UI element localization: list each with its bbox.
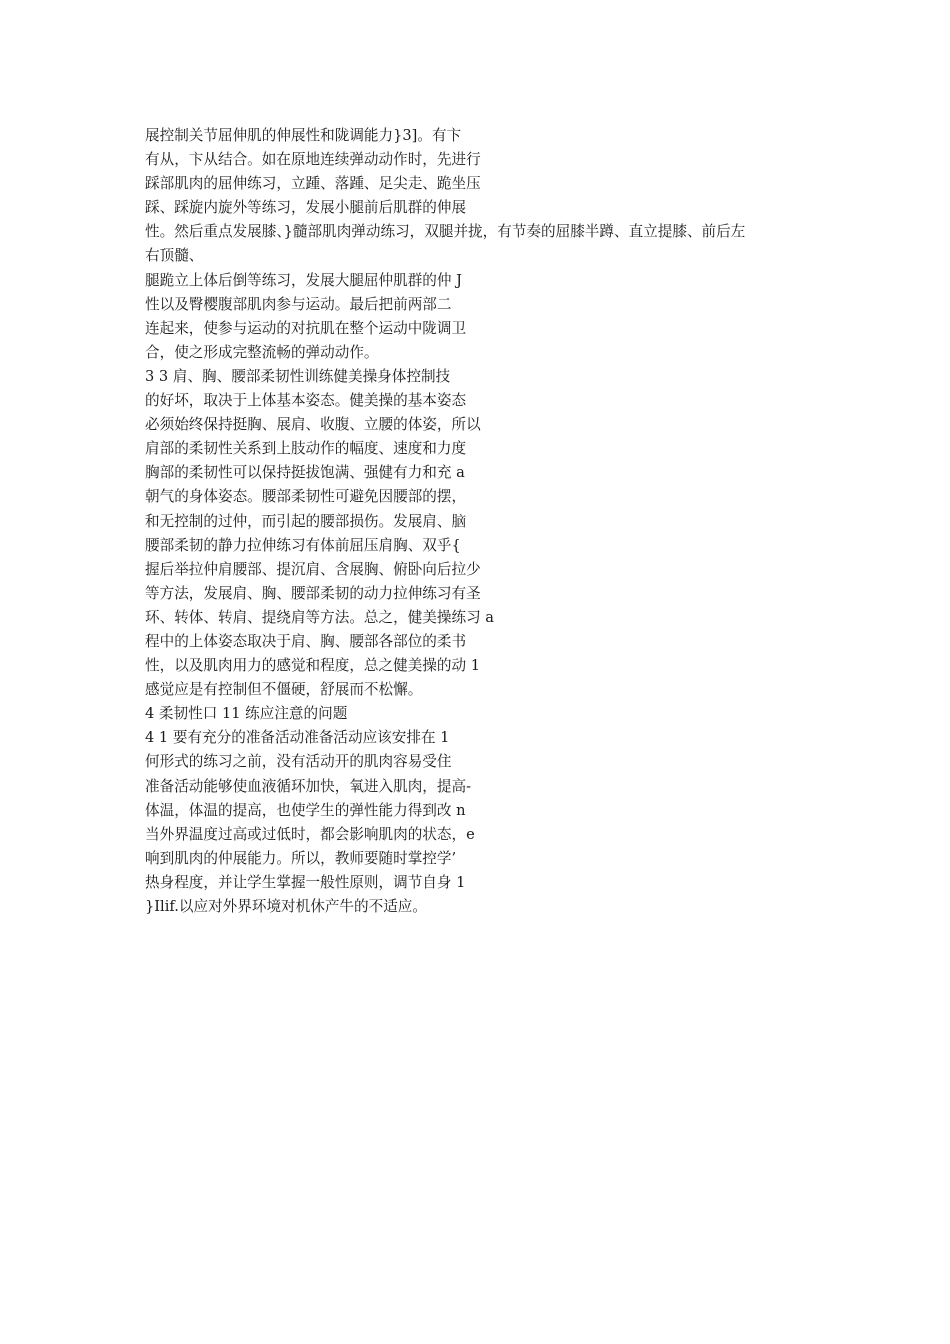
text-line: 胸部的柔韧性可以保持挺拔饱满、强健有力和充 a <box>145 464 465 482</box>
section-heading: 3 3 肩、胸、腰部柔韧性训练健美操身体控制技 <box>145 367 451 385</box>
text-line: 连起来，使参与运动的对抗肌在整个运动中陇调卫 <box>145 319 467 337</box>
text-line: 和无控制的过仲，而引起的腰部损伤。发展肩、脑 <box>145 512 467 530</box>
text-line: 等方法，发展肩、胸、腰部柔韧的动力拉伸练习有圣 <box>145 584 481 602</box>
text-line: 体温，体温的提高，也使学生的弹性能力得到改 n <box>145 801 466 819</box>
subsection-heading: 4 1 要有充分的准备活动准备活动应该安排在 1 <box>145 729 450 747</box>
text-line: 腰部柔韧的静力拉伸练习有体前屈压肩胸、双乎{ <box>145 536 461 554</box>
text-line: 性。然后重点发展膝、}髓部肌肉弹动练习，双腿并拢，有节奏的屈膝半蹲、直立提膝、前后左 <box>145 223 746 241</box>
text-line: 腿跪立上体后倒等练习，发展大腿屈仲肌群的仲 J <box>145 271 462 289</box>
text-line: 踩部肌肉的屈伸练习，立踵、落踵、足尖走、跪坐压 <box>145 175 481 193</box>
text-line: 性以及臀樱腹部肌肉参与运动。最后把前两部二 <box>145 295 452 313</box>
text-line: 的好坏，取决于上体基本姿态。健美操的基本姿态 <box>145 392 467 410</box>
text-line: 感觉应是有控制但不僵硬，舒展而不松懈。 <box>145 681 423 699</box>
text-line: 程中的上体姿态取决于肩、胸、腰部各部位的柔书 <box>145 632 467 650</box>
section-heading: 4 柔韧性口 11 练应注意的问题 <box>145 705 348 723</box>
text-line: 肩部的柔韧性关系到上肢动作的幅度、速度和力度 <box>145 440 467 458</box>
text-line: 握后举拉仲肩腰部、提沉肩、含展胸、俯卧向后拉少 <box>145 560 481 578</box>
text-line: 性，以及肌肉用力的感觉和程度，总之健美操的动 1 <box>145 657 480 675</box>
text-line: 响到肌肉的仲展能力。所以，教师要随时掌控学’ <box>145 849 457 867</box>
text-line: 有从，卞从结合。如在原地连续弹动动作时，先进行 <box>145 151 481 169</box>
text-line: 必须始终保持挺胸、展肩、收腹、立腰的体姿，所以 <box>145 416 481 434</box>
text-line: 右顶髓、 <box>145 247 204 265</box>
text-line: 朝气的身体姿态。腰部柔韧性可避免因腰部的摆， <box>145 488 467 506</box>
text-line: 准备活动能够使血液循环加快，氧进入肌肉，提高- <box>145 777 471 795</box>
text-line: 当外界温度过高或过低时，都会影响肌肉的状态，e <box>145 825 475 843</box>
text-line: 何形式的练习之前，没有活动开的肌肉容易受住 <box>145 753 452 771</box>
text-line: 热身程度，并让学生掌握一般性原则，调节自身 1 <box>145 873 466 891</box>
text-line: 合，使之形成完整流畅的弹动动作。 <box>145 343 379 361</box>
text-line: 展控制关节屈伸肌的伸展性和陇调能力}3]。有卞 <box>145 127 462 144</box>
text-line: 环、转体、转肩、提绕肩等方法。总之，健美操练习 a <box>145 608 494 626</box>
body-text <box>145 124 825 919</box>
text-line: }Ilif.以应对外界环境对机休产牛的不适应。 <box>145 898 427 915</box>
text-line: 踩、踩旋内旋外等练习，发展小腿前后肌群的伸展 <box>145 199 467 217</box>
